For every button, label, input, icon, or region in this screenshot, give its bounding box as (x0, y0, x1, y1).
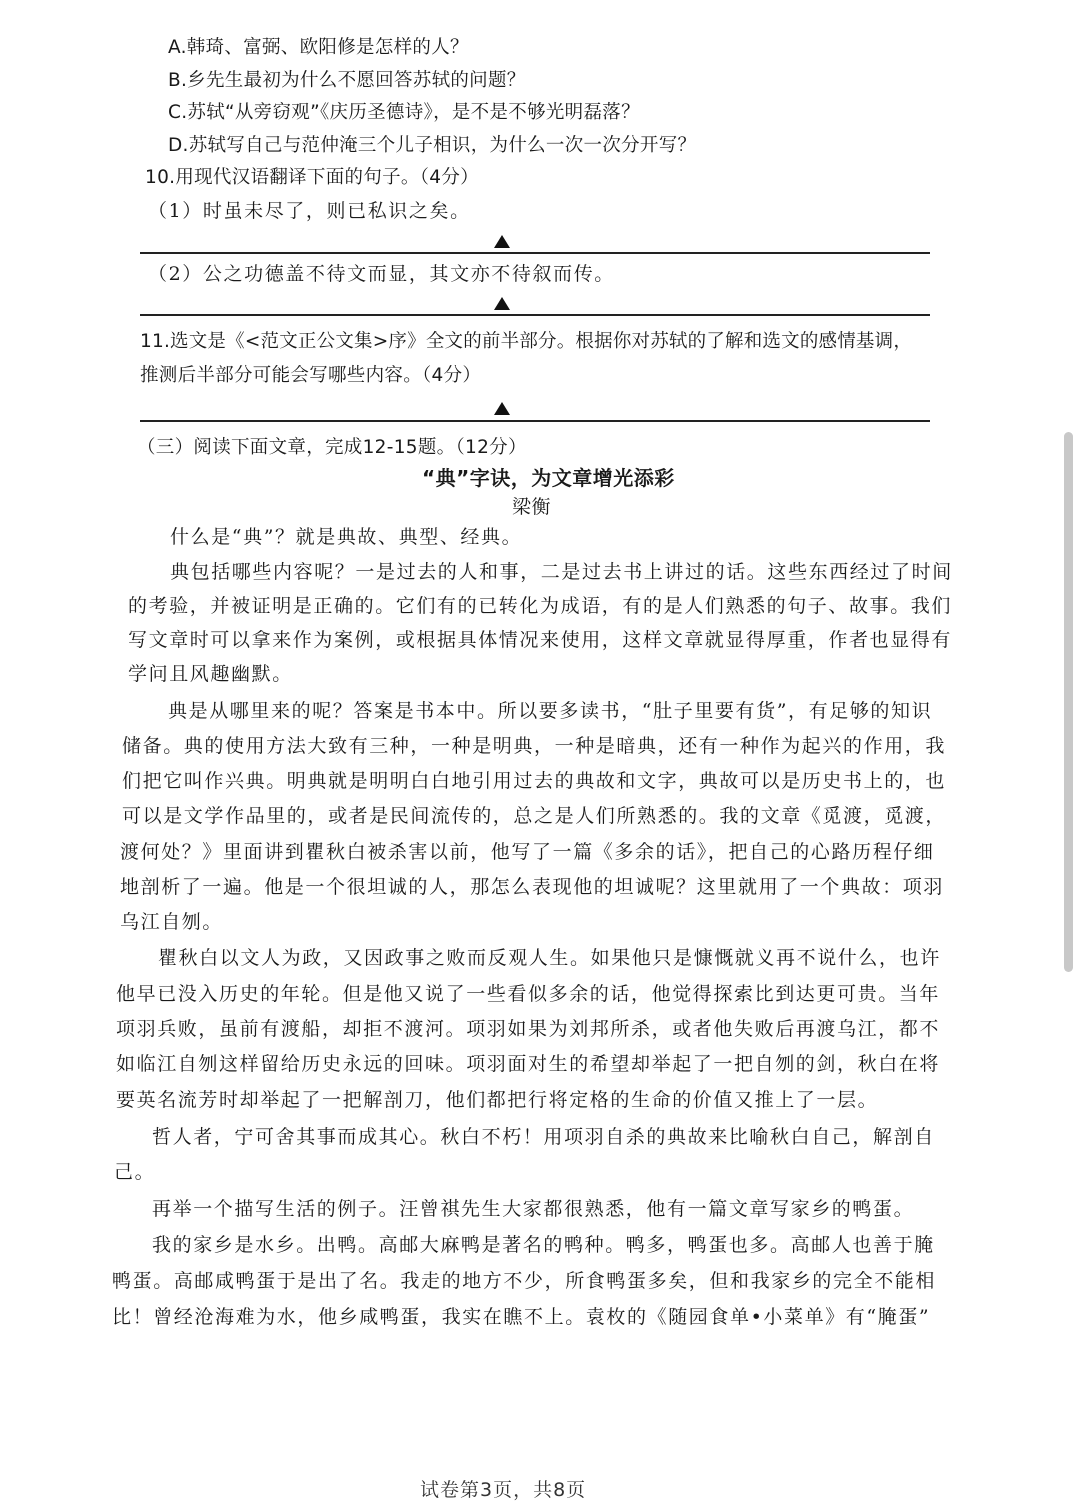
article-line: 储备。典的使用方法大致有三种，一种是明典，一种是暗典，还有一种作为起兴的作用，我 (122, 735, 947, 757)
q9-option-a: A.韩琦、富弼、欧阳修是怎样的人？ (168, 37, 469, 58)
answer-mark-icon (494, 235, 510, 248)
section-3-heading: （三）阅读下面文章，完成12-15题。（12分） (137, 437, 527, 458)
article-line: 可以是文学作品里的，或者是民间流传的，总之是人们所熟悉的。我的文章《觅渡，觅渡， (122, 805, 947, 827)
article-title: “典”字诀，为文章增光添彩 (422, 466, 675, 490)
article-line: 比！曾经沧海难为水，他乡咸鸭蛋，我实在瞧不上。袁枚的《随园食单•小菜单》有“腌蛋” (112, 1306, 931, 1328)
article-line: 他早已没入历史的年轮。但是他又说了一些看似多余的话，他觉得探索比到达更可贵。当年 (116, 983, 941, 1005)
article-line: 瞿秋白以文人为政，又因政事之败而反观人生。如果他只是慷慨就义再不说什么，也许 (158, 947, 941, 969)
article-line: 我的家乡是水乡。出鸭。高邮大麻鸭是著名的鸭种。鸭多，鸭蛋也多。高邮人也善于腌 (152, 1234, 935, 1256)
answer-line-divider (140, 420, 930, 422)
answer-mark-icon (494, 297, 510, 310)
q9-option-b: B.乡先生最初为什么不愿回答苏轼的问题？ (168, 70, 526, 91)
article-line: 典是从哪里来的呢？答案是书本中。所以要多读书，“肚子里要有货”，有足够的知识 (168, 700, 933, 722)
q10-prompt: 10.用现代汉语翻译下面的句子。（4分） (145, 167, 479, 188)
article-line: 项羽兵败，虽前有渡船，却拒不渡河。项羽如果为刘邦所杀，或者他失败后再渡乌江，都不 (116, 1018, 941, 1040)
article-line: 如临江自刎这样留给历史永远的回味。项羽面对生的希望却举起了一把自刎的剑，秋白在将 (116, 1053, 941, 1075)
answer-mark-icon (494, 402, 510, 415)
article-line: 典包括哪些内容呢？一是过去的人和事，二是过去书上讲过的话。这些东西经过了时间 (170, 561, 953, 583)
article-author: 梁衡 (512, 496, 552, 518)
article-line: 的考验，并被证明是正确的。它们有的已转化为成语，有的是人们熟悉的句子、故事。我们 (128, 595, 953, 617)
article-line: 写文章时可以拿来作为案例，或根据具体情况来使用，这样文章就显得厚重，作者也显得有 (128, 629, 953, 651)
article-line: 鸭蛋。高邮咸鸭蛋于是出了名。我走的地方不少，所食鸭蛋多矣，但和我家乡的完全不能相 (112, 1270, 937, 1292)
article-line: 乌江自刎。 (120, 911, 224, 933)
article-line: 学问且风趣幽默。 (128, 663, 293, 685)
q11-prompt-line-2: 推测后半部分可能会写哪些内容。（4分） (140, 365, 482, 386)
answer-line-divider (140, 252, 930, 254)
article-line: 要英名流芳时却举起了一把解剖刀，他们都把行将定格的生命的价值又推上了一层。 (116, 1089, 879, 1111)
answer-line-divider (140, 314, 930, 316)
vertical-scrollbar[interactable] (1064, 432, 1073, 972)
page-footer: 试卷第3页，共8页 (420, 1479, 587, 1501)
q10-sentence-2: （2）公之功德盖不待文而显，其文亦不待叙而传。 (148, 263, 615, 285)
article-line: 己。 (114, 1161, 156, 1183)
q9-option-d: D.苏轼写自己与范仲淹三个儿子相识，为什么一次一次分开写？ (168, 135, 697, 156)
article-line: 什么是“典”？就是典故、典型、经典。 (170, 526, 523, 548)
article-line: 哲人者，宁可舍其事而成其心。秋白不朽！用项羽自杀的典故来比喻秋白自己，解剖自 (152, 1126, 935, 1148)
q9-option-c: C.苏轼“从旁窃观”《庆历圣德诗》，是不是不够光明磊落？ (168, 102, 640, 123)
article-line: 渡何处？》里面讲到瞿秋白被杀害以前，他写了一篇《多余的话》，把自己的心路历程仔细 (120, 841, 935, 863)
article-line: 们把它叫作兴典。明典就是明明白白地引用过去的典故和文字，典故可以是历史书上的，也 (122, 770, 947, 792)
q10-sentence-1: （1）时虽未尽了，则已私识之矣。 (148, 200, 471, 222)
q11-prompt-line-1: 11.选文是《<范文正公文集>序》全文的前半部分。根据你对苏轼的了解和选文的感情基调， (140, 331, 913, 352)
article-line: 再举一个描写生活的例子。汪曾祺先生大家都很熟悉，他有一篇文章写家乡的鸭蛋。 (152, 1198, 915, 1220)
article-line: 地剖析了一遍。他是一个很坦诚的人，那怎么表现他的坦诚呢？这里就用了一个典故：项羽 (120, 876, 945, 898)
